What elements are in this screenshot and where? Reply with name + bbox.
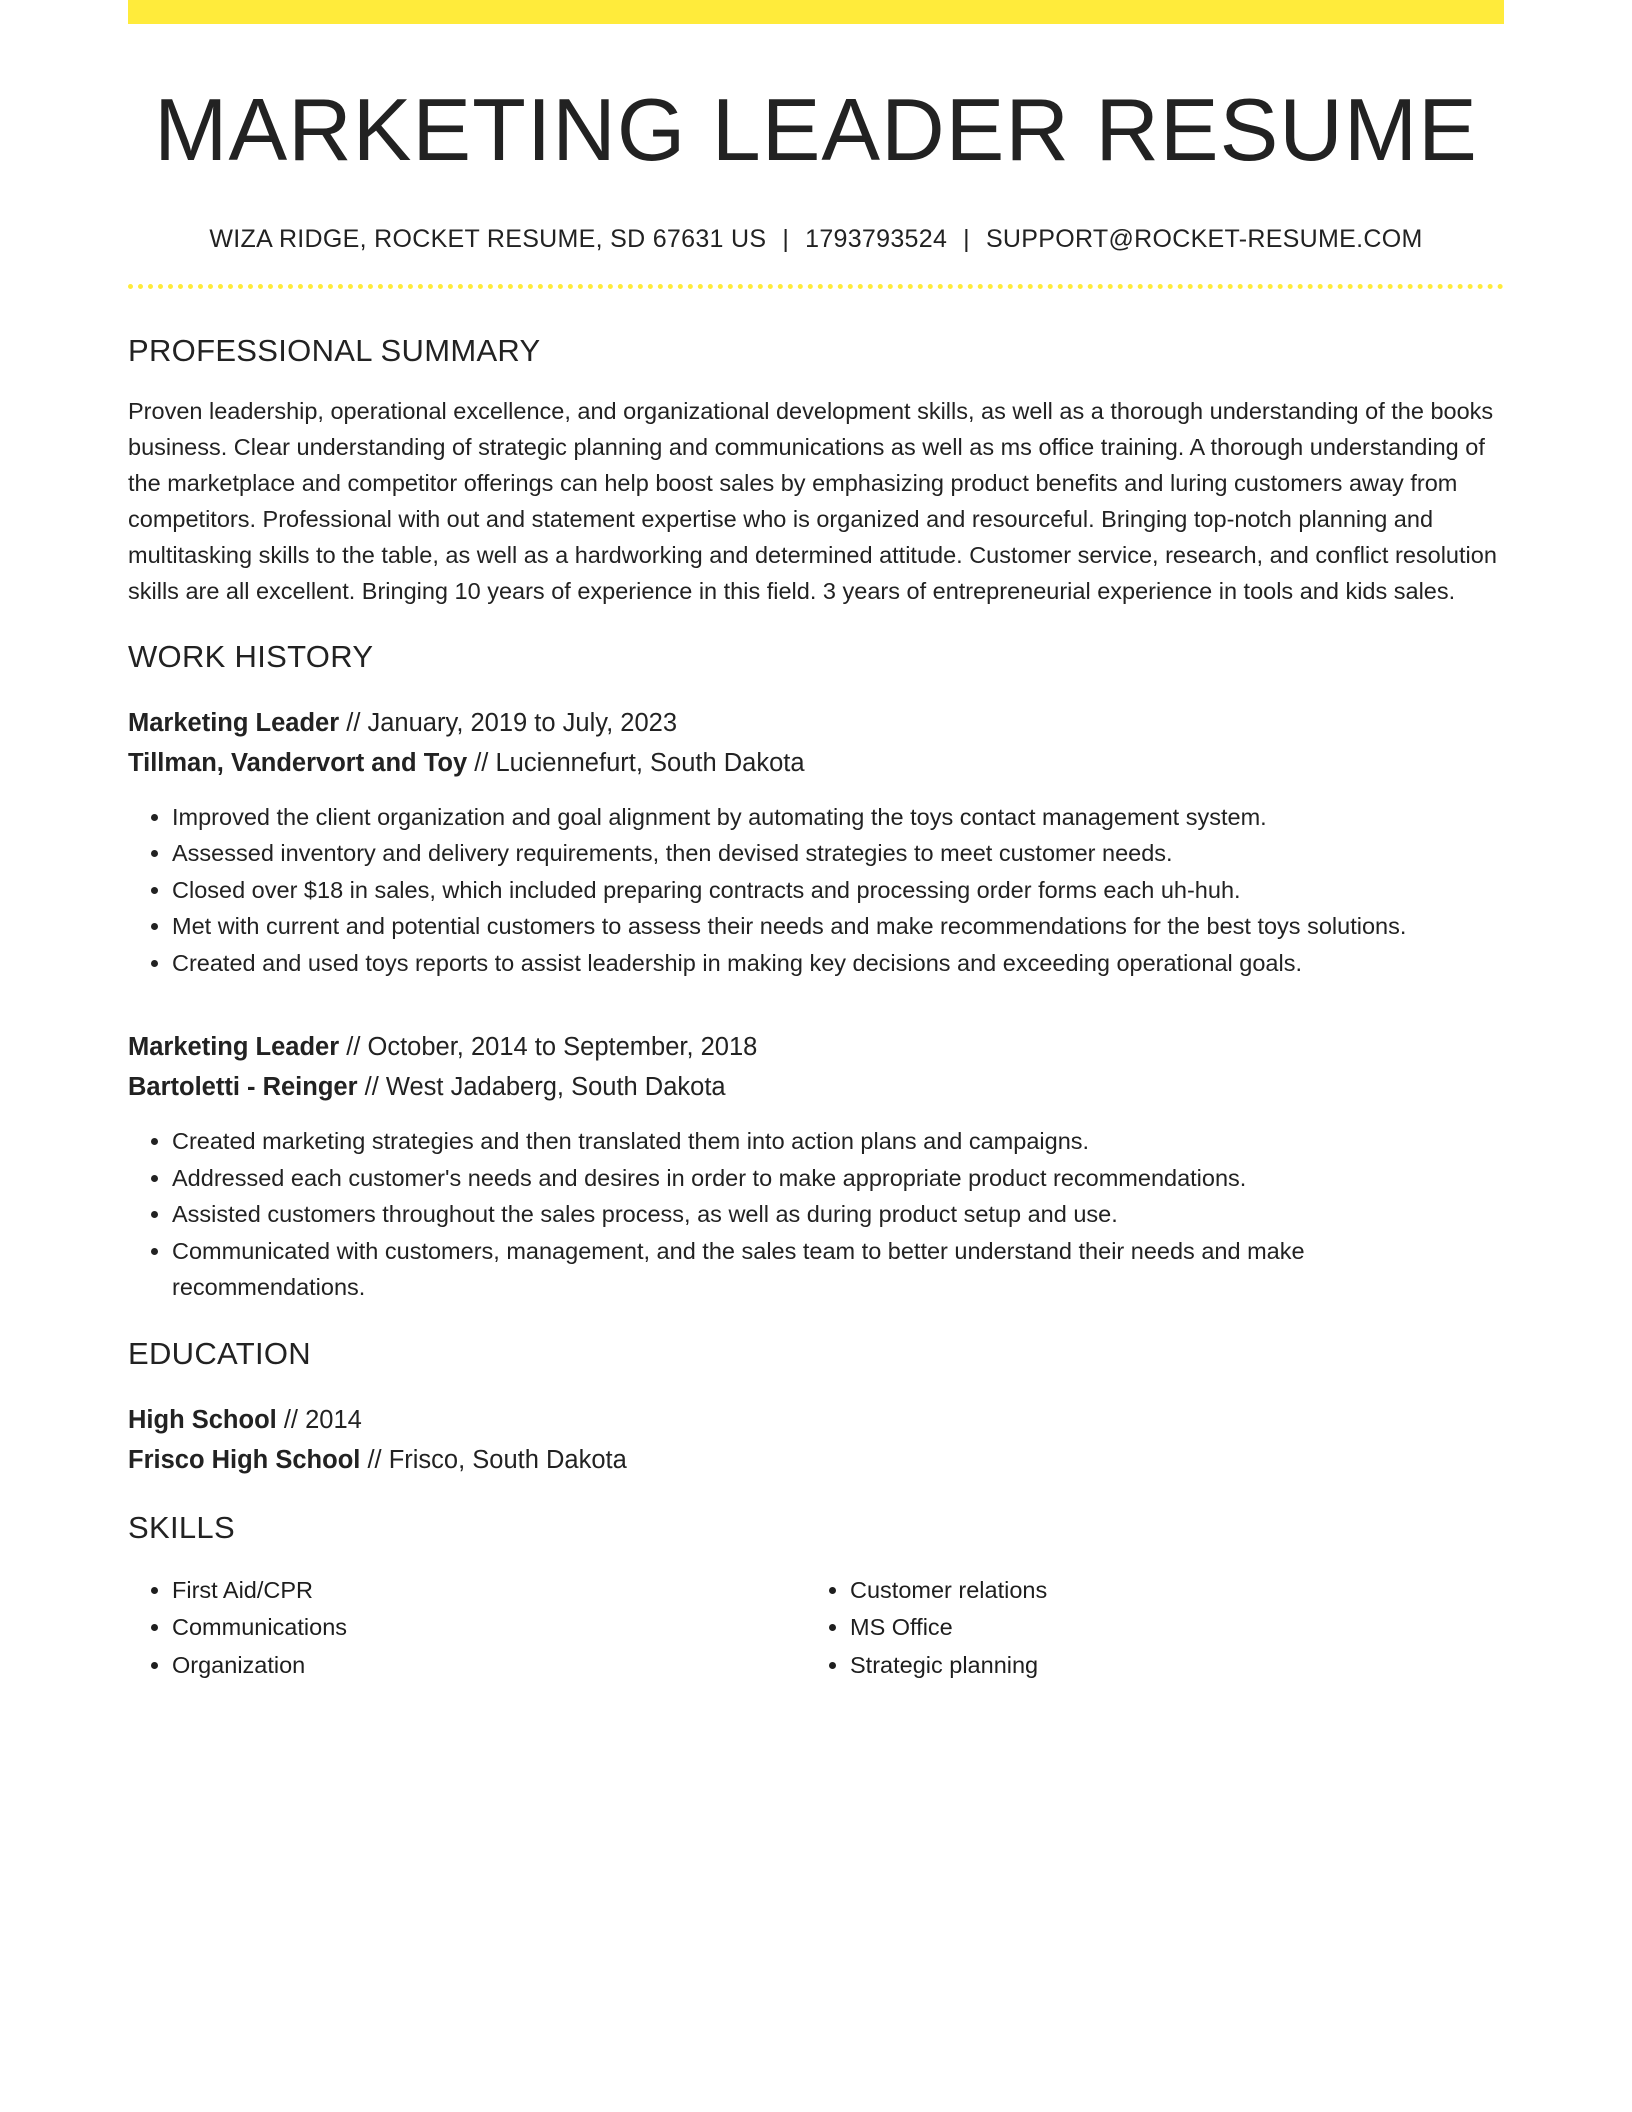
list-item: • Created marketing strategies and then translated them into action plans and campaigns.	[172, 1123, 1504, 1160]
contact-separator: |	[963, 224, 970, 253]
job-company-line	[128, 743, 1504, 783]
work-history-heading: WORK HISTORY	[128, 638, 374, 674]
job-dates: // January, 2019 to July, 2023	[339, 708, 678, 737]
list-item: • Closed over $18 in sales, which included preparing contracts and processing order forms each uh-huh.	[172, 872, 1504, 909]
top-accent-bar	[128, 0, 1504, 24]
education-heading: EDUCATION	[128, 1335, 311, 1371]
header-divider	[128, 284, 1504, 289]
resume-title: MARKETING LEADER RESUME	[154, 80, 1478, 179]
job-role-line	[128, 1027, 1504, 1067]
list-item: • Created and used toys reports to assist leadership in making key decisions and exceeding operational goals.	[172, 945, 1504, 982]
job-location: // Luciennefurt, South Dakota	[467, 748, 805, 777]
job-dates: // October, 2014 to September, 2018	[339, 1033, 758, 1062]
job-company: Bartoletti - Reinger	[128, 1073, 358, 1102]
contact-line	[128, 225, 1504, 254]
list-item: • Communications	[172, 1609, 806, 1647]
education-entry	[128, 1400, 1504, 1480]
list-item: • Communicated with customers, management, and the sales team to better understand their needs and make recommendations.	[172, 1233, 1504, 1306]
contact-phone: 1793793524	[805, 224, 948, 253]
skills-columns	[128, 1572, 1504, 1685]
summary-text: Proven leadership, operational excellence, and organizational development skills, as well as a thorough understanding of the books business. Clear understanding of strategic planning and communications as well as ms office training. A thorough understanding of the marketplace and competitor offerings can help boost sales by emphasizing product benefits and luring customers away from competitors. Professional with out and statement expertise who is organized and resourceful. Bringing top-notch planning and multitasking skills to the table, as well as a hardworking and determined attitude. Customer service, research, and conflict resolution skills are all excellent. Bringing 10 years of experience in this field. 3 years of entrepreneurial experience in tools and kids sales.	[128, 397, 1497, 604]
job-bullets	[128, 1123, 1504, 1306]
education-degree: High School	[128, 1405, 277, 1434]
list-item: • Addressed each customer's needs and desires in order to make appropriate product recommendations.	[172, 1160, 1504, 1197]
list-item: • Strategic planning	[850, 1647, 1484, 1685]
contact-separator: |	[782, 224, 790, 253]
list-item: • Assisted customers throughout the sales process, as well as during product setup and use.	[172, 1196, 1504, 1233]
list-item: • Met with current and potential customers to assess their needs and make recommendations for the best toys solutions.	[172, 908, 1504, 945]
list-item: • Assessed inventory and delivery requirements, then devised strategies to meet customer needs.	[172, 835, 1504, 872]
resume-page	[128, 0, 1504, 1684]
job-entry	[128, 703, 1504, 982]
list-item: • Improved the client organization and goal alignment by automating the toys contact management system.	[172, 799, 1504, 836]
summary-heading: PROFESSIONAL SUMMARY	[128, 332, 541, 368]
job-location: // West Jadaberg, South Dakota	[357, 1073, 726, 1102]
education-school-line	[128, 1440, 1504, 1480]
contact-email: SUPPORT@ROCKET-RESUME.COM	[985, 224, 1423, 253]
job-role: Marketing Leader	[128, 708, 340, 737]
skills-heading: SKILLS	[128, 1509, 235, 1545]
skills-list-left	[128, 1572, 806, 1685]
job-company-line	[128, 1067, 1504, 1107]
list-item: • MS Office	[850, 1609, 1484, 1647]
education-location: // Frisco, South Dakota	[360, 1445, 627, 1474]
job-role: Marketing Leader	[128, 1033, 340, 1062]
education-year: // 2014	[276, 1405, 362, 1434]
job-bullets	[128, 799, 1504, 982]
education-school: Frisco High School	[128, 1445, 361, 1474]
list-item: • Customer relations	[850, 1572, 1484, 1610]
job-entry	[128, 1027, 1504, 1306]
list-item: • First Aid/CPR	[172, 1572, 806, 1610]
job-role-line	[128, 703, 1504, 743]
contact-address: WIZA RIDGE, ROCKET RESUME, SD 67631 US	[209, 224, 767, 253]
skills-list-right	[806, 1572, 1484, 1685]
education-degree-line	[128, 1400, 1504, 1440]
job-company: Tillman, Vandervort and Toy	[128, 748, 468, 777]
list-item: • Organization	[172, 1647, 806, 1685]
